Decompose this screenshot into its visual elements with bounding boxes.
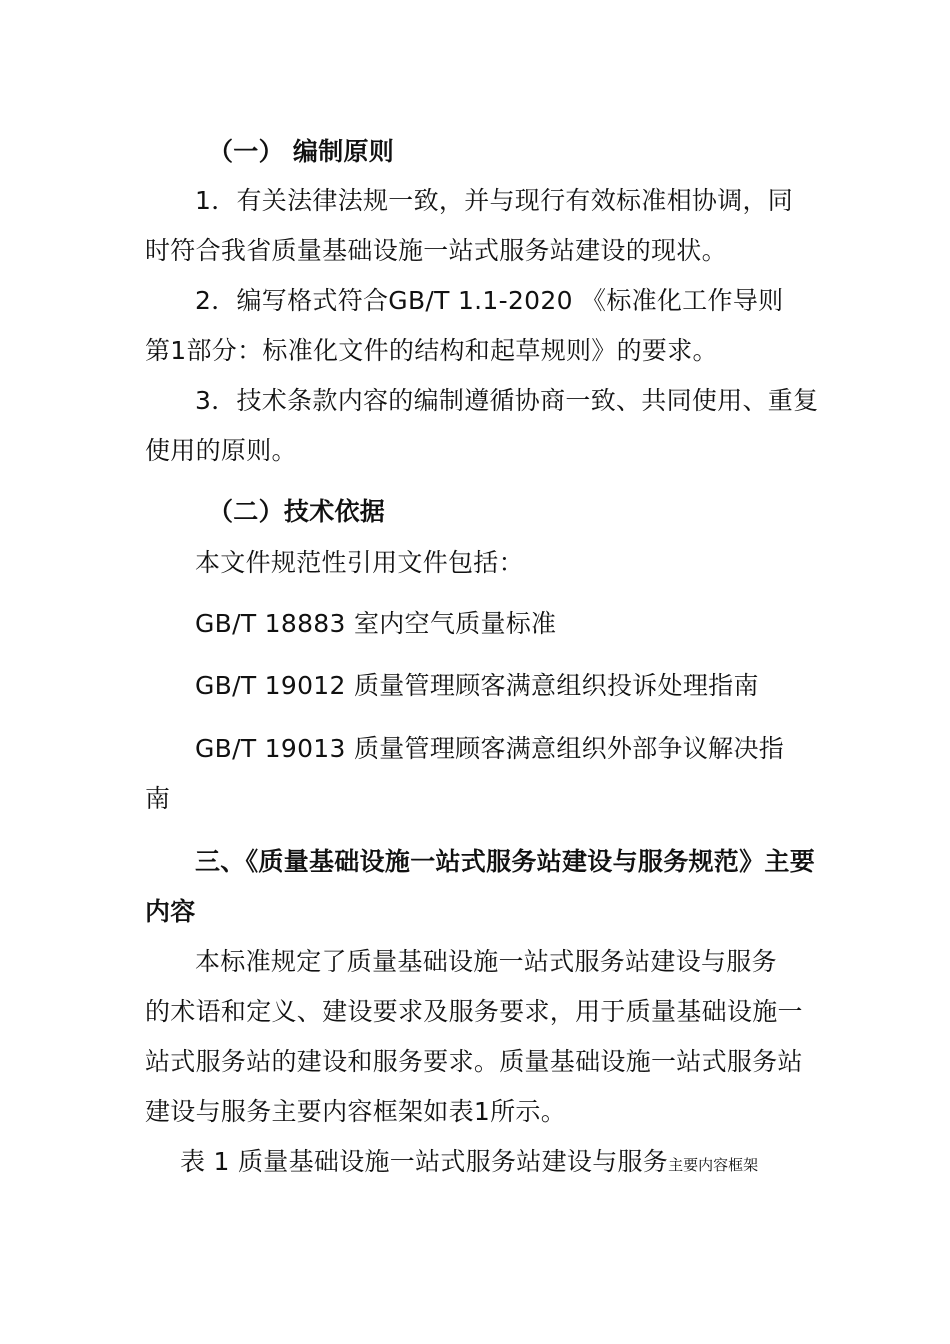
table-caption-tail: 主要内容框架 (668, 1156, 759, 1174)
reference-gbt-19013-line-1: GB/T 19013 质量管理顾客满意组织外部争议解决指 (195, 734, 785, 763)
principle-2-line-2: 第1部分：标准化文件的结构和起草规则》的要求。 (145, 336, 718, 365)
main-content-body-line-1: 本标准规定了质量基础设施一站式服务站建设与服务 (195, 947, 777, 976)
principle-1-line-1: 1．有关法律法规一致，并与现行有效标准相协调，同 (195, 186, 794, 215)
principle-1-line-2: 时符合我省质量基础设施一站式服务站建设的现状。 (145, 236, 727, 265)
main-content-body-line-4: 建设与服务主要内容框架如表1所示。 (145, 1097, 567, 1126)
principle-3-line-2: 使用的原则。 (145, 436, 297, 465)
table-caption-main: 表 1 质量基础设施一站式服务站建设与服务 (180, 1147, 669, 1176)
principle-3-line-1: 3．技术条款内容的编制遵循协商一致、共同使用、重复 (195, 386, 819, 415)
main-content-body-line-3: 站式服务站的建设和服务要求。质量基础设施一站式服务站 (145, 1047, 803, 1076)
table-caption (180, 1145, 758, 1182)
section-heading-main-content-line-1: 三、《质量基础设施一站式服务站建设与服务规范》主要 (195, 847, 816, 876)
reference-gbt-19012: GB/T 19012 质量管理顾客满意组织投诉处理指南 (195, 671, 759, 700)
reference-gbt-18883: GB/T 18883 室内空气质量标准 (195, 609, 557, 638)
section-heading-technical-basis: （二）技术依据 (208, 497, 386, 526)
principle-2-line-1: 2．编写格式符合GB/T 1.1-2020 《标准化工作导则 (195, 286, 784, 315)
main-content-body-line-2: 的术语和定义、建设要求及服务要求，用于质量基础设施一 (145, 997, 803, 1026)
section-heading-main-content-line-2: 内容 (145, 897, 196, 926)
section-heading-principles: （一） 编制原则 (208, 137, 395, 166)
reference-gbt-19013-line-2: 南 (145, 784, 171, 813)
references-intro: 本文件规范性引用文件包括： (195, 548, 524, 577)
